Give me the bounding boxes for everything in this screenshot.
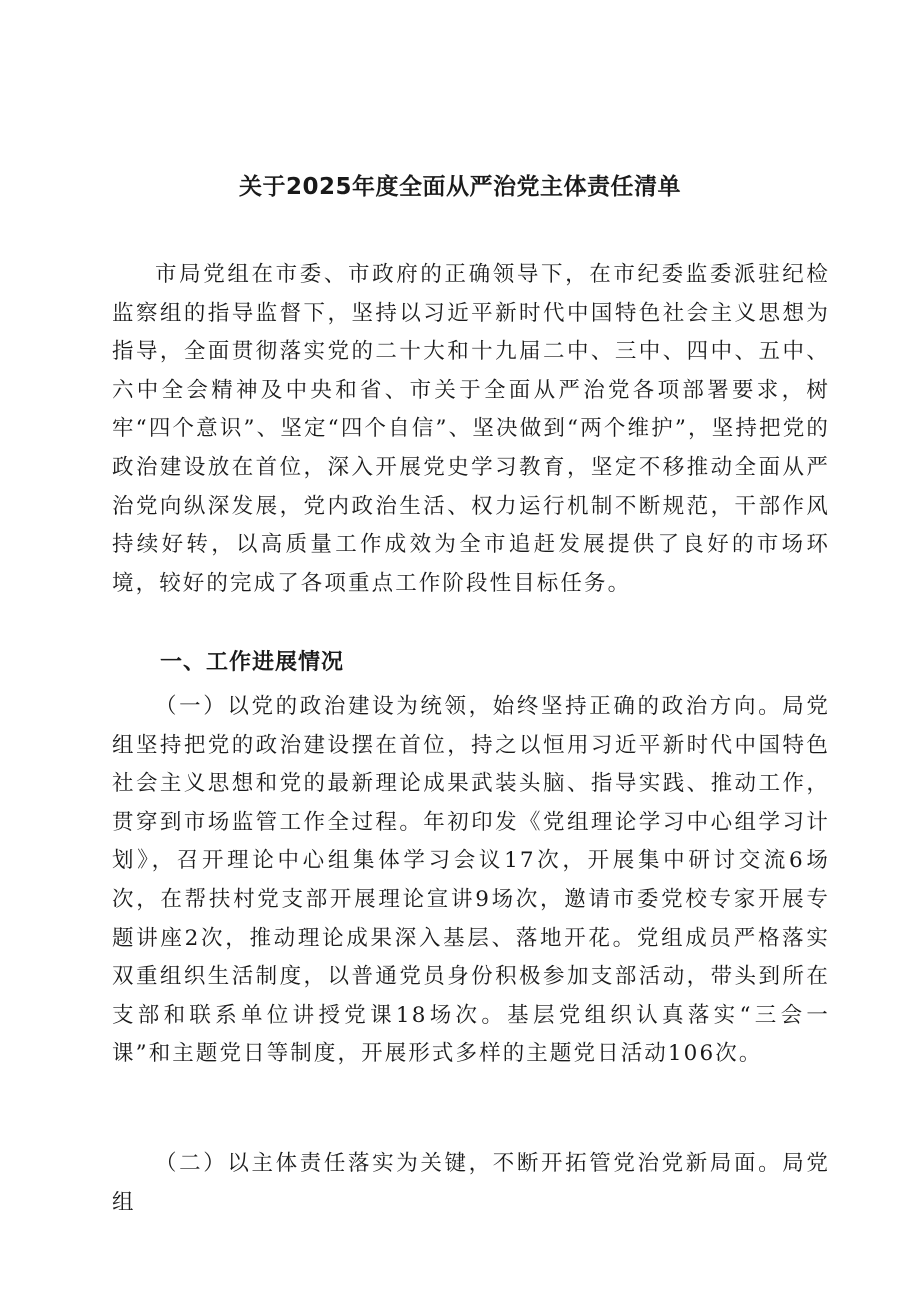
section-1-paragraph: （一）以党的政治建设为统领，始终坚持正确的政治方向。局党组坚持把党的政治建设摆在首位，持之以恒用习近平新时代中国特色社会主义思想和党的最新理论成果武装头脑、指导实践、推动工作，贯穿到市场监管工作全过程。年初印发《党组理论学习中心组学习计划》，召开理论中心组集体学习会议17次，开展集中研讨交流6场次，在帮扶村党支部开展理论宣讲9场次，邀请市委党校专家开展专题讲座2次，推动理论成果深入基层、落地开花。党组成员严格落实双重组织生活制度，以普通党员身份积极参加支部活动，带头到所在支部和联系单位讲授党课18场次。基层党组织认真落实“三会一课”和主题党日等制度，开展形式多样的主题党日活动106次。 [112,694,830,1067]
section-heading-progress: 一、工作进展情况 [160,650,345,675]
document-title: 关于2025年度全面从严治党主体责任清单 [238,174,681,200]
intro-paragraph: 市局党组在市委、市政府的正确领导下，在市纪委监委派驻纪检监察组的指导监督下，坚持以习近平新时代中国特色社会主义思想为指导，全面贯彻落实党的二十大和十九届二中、三中、四中、五中、六中全会精神及中央和省、市关于全面从严治党各项部署要求，树牢“四个意识”、坚定“四个自信”、坚决做到“两个维护”，坚持把党的政治建设放在首位，深入开展党史学习教育，坚定不移推动全面从严治党向纵深发展，党内政治生活、权力运行机制不断规范，干部作风持续好转，以高质量工作成效为全市追赶发展提供了良好的市场环境，较好的完成了各项重点工作阶段性目标任务。 [112,262,830,596]
section-2-paragraph: （二）以主体责任落实为关键，不断开拓管党治党新局面。局党组 [112,1151,830,1215]
